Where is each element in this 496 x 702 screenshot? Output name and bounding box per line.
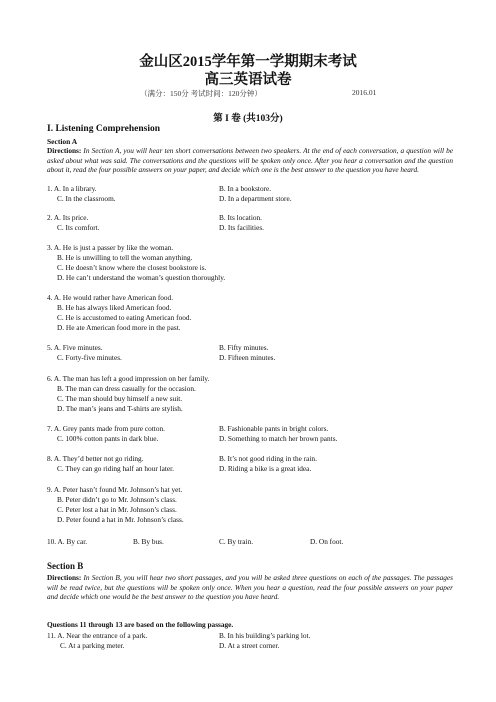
section-b-directions bbox=[47, 573, 453, 602]
exam-score-time: （满分：150分 考试时间：120分钟） bbox=[140, 89, 262, 98]
q10-option-b: B. By bus. bbox=[133, 537, 164, 546]
q2-option-c: C. Its comfort. bbox=[57, 223, 100, 232]
q5-option-b: B. Fifty minutes. bbox=[219, 343, 269, 352]
q3-option-b: B. He is unwilling to tell the woman anything. bbox=[57, 253, 193, 262]
q2-option-b: B. Its location. bbox=[219, 213, 262, 222]
q9-option-b: B. Peter didn’t go to Mr. Johnson’s class. bbox=[57, 495, 177, 504]
q6-option-d: D. The man’s jeans and T-shirts are stylish. bbox=[57, 404, 183, 413]
section-b-directions-text: In Section B, you will hear two short passages, and you will be asked three questions on each of the passages. The passages will be read twice, but the questions will be spoken only once. When you hear a question, read the four possible answers on your paper and decide which one would be the best answer to the question you have heard. bbox=[47, 573, 453, 601]
q3-option-d: D. He can’t understand the woman’s question thoroughly. bbox=[57, 273, 226, 282]
q10-option-a: 10. A. By car. bbox=[47, 537, 88, 546]
q5-option-a: 5. A. Five minutes. bbox=[47, 343, 103, 352]
q2-option-d: D. Its facilities. bbox=[219, 223, 264, 232]
section-b-heading: Section B bbox=[47, 561, 84, 571]
q1-option-a: 1. A. In a library. bbox=[47, 184, 97, 193]
exam-title: 金山区2015学年第一学期期末考试 bbox=[139, 54, 357, 70]
section-b-directions-label: Directions: bbox=[47, 573, 82, 582]
q7-option-a: 7. A. Grey pants made from pure cotton. bbox=[47, 424, 165, 433]
q11-option-c: C. At a parking meter. bbox=[60, 641, 125, 650]
q10-option-c: C. By train. bbox=[219, 537, 254, 546]
q11-option-a: 11. A. Near the entrance of a park. bbox=[47, 631, 148, 640]
section-a-heading: Section A bbox=[47, 137, 78, 146]
part-heading: 第 I 卷 (共103分) bbox=[213, 114, 283, 124]
section-a-directions bbox=[47, 146, 453, 175]
q4-option-b: B. He has always liked American food. bbox=[57, 303, 172, 312]
q9-option-d: D. Peter found a hat in Mr. Johnson’s class. bbox=[57, 515, 184, 524]
q5-option-c: C. Forty-five minutes. bbox=[57, 353, 122, 362]
q6-option-a: 6. A. The man has left a good impression on her family. bbox=[47, 374, 210, 383]
section-a-directions-text: In Section A, you will hear ten short conversations between two speakers. At the end of each conversation, a question will be asked about what was said. The conversations and the questions will be spoken only once. After you hear a conversation and the question about it, read the four possible answers on your paper, and decide which one is the best answer to the question you have heard. bbox=[47, 146, 453, 174]
q8-option-c: C. They can go riding half an hour later. bbox=[57, 464, 174, 473]
q1-option-b: B. In a bookstore. bbox=[219, 184, 272, 193]
q5-option-d: D. Fifteen minutes. bbox=[219, 353, 276, 362]
section-a-directions-label: Directions: bbox=[47, 146, 82, 155]
q6-option-c: C. The man should buy himself a new suit. bbox=[57, 394, 183, 403]
q4-option-a: 4. A. He would rather have American food. bbox=[47, 293, 174, 302]
q1-option-c: C. In the classroom. bbox=[57, 194, 116, 203]
exam-meta bbox=[140, 88, 377, 99]
q10-option-d: D. On foot. bbox=[310, 537, 344, 546]
q7-option-b: B. Fashionable pants in bright colors. bbox=[219, 424, 329, 433]
exam-subtitle: 高三英语试卷 bbox=[204, 72, 292, 88]
q11-option-d: D. At a street corner. bbox=[219, 641, 280, 650]
q2-option-a: 2. A. Its price. bbox=[47, 213, 89, 222]
q8-option-a: 8. A. They’d better not go riding. bbox=[47, 454, 144, 463]
q7-option-c: C. 100% cotton pants in dark blue. bbox=[57, 434, 159, 443]
q8-option-b: B. It’s not good riding in the rain. bbox=[219, 454, 317, 463]
passage-intro: Questions 11 through 13 are based on the following passage. bbox=[47, 620, 234, 629]
exam-date: 2016.01 bbox=[352, 88, 377, 97]
q1-option-d: D. In a department store. bbox=[219, 194, 292, 203]
q6-option-b: B. The man can dress casually for the occasion. bbox=[57, 384, 196, 393]
q8-option-d: D. Riding a bike is a great idea. bbox=[219, 464, 312, 473]
q3-option-a: 3. A. He is just a passer by like the woman. bbox=[47, 243, 174, 252]
q9-option-a: 9. A. Peter hasn’t found Mr. Johnson’s hat yet. bbox=[47, 485, 183, 494]
q4-option-c: C. He is accustomed to eating American food. bbox=[57, 313, 192, 322]
q3-option-c: C. He doesn’t know where the closest bookstore is. bbox=[57, 263, 207, 272]
q7-option-d: D. Something to match her brown pants. bbox=[219, 434, 338, 443]
q11-option-b: B. In his building’s parking lot. bbox=[219, 631, 311, 640]
q4-option-d: D. He ate American food more in the past. bbox=[57, 323, 181, 332]
listening-heading: I. Listening Comprehension bbox=[47, 124, 161, 134]
q9-option-c: C. Peter lost a hat in Mr. Johnson’s class. bbox=[57, 505, 177, 514]
